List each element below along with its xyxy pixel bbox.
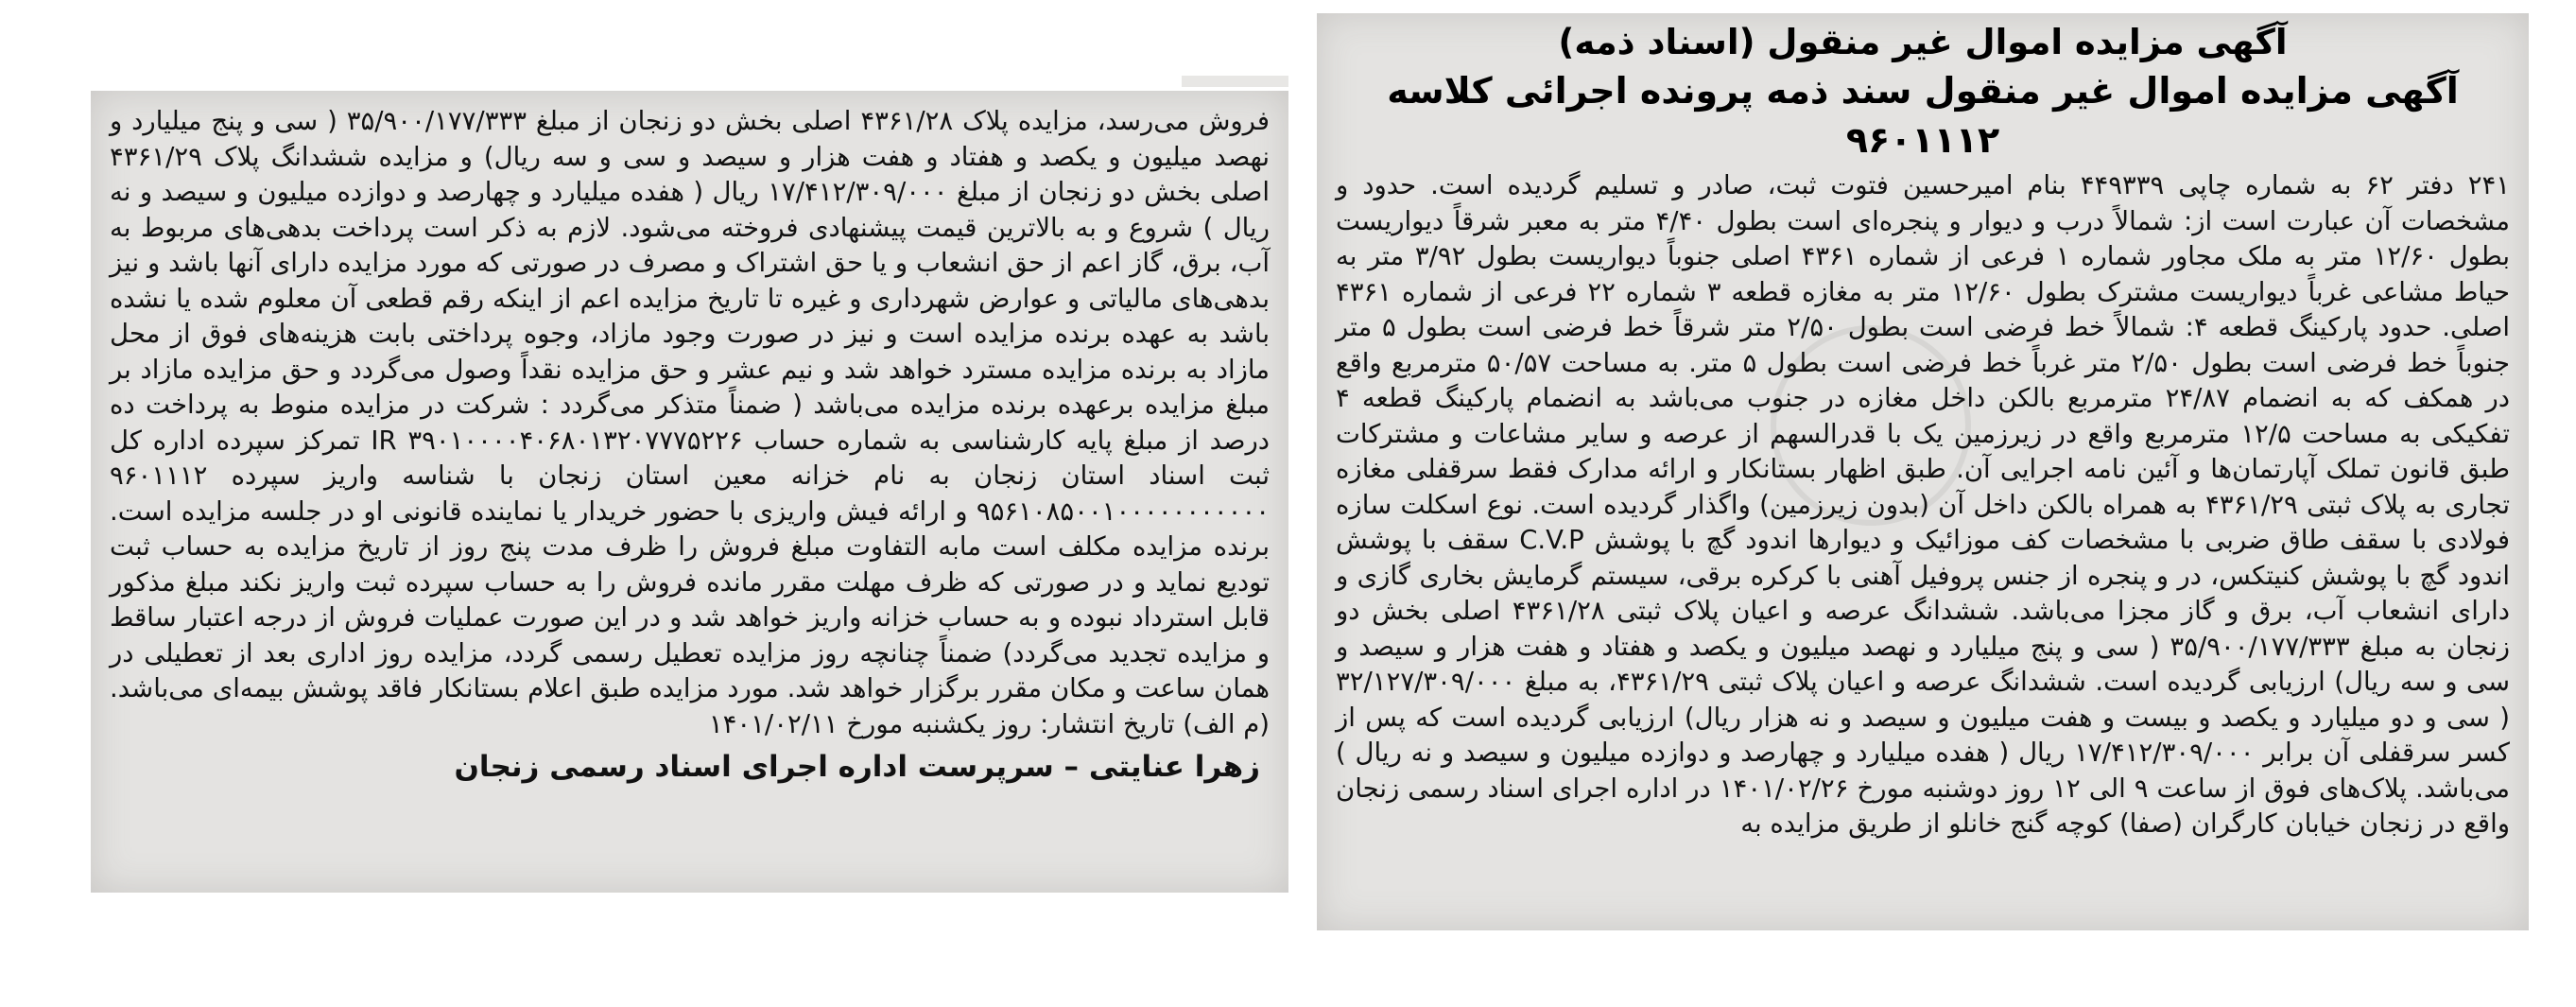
left-newspaper-clipping	[91, 91, 1288, 893]
left-clipping-body: فروش می‌رسد، مزایده پلاک ۴۳۶۱/۲۸ اصلی بخش دو زنجان از مبلغ ۳۵/۹۰۰/۱۷۷/۳۳۳ ( سی و پنج میلیارد و نهصد میلیون و یکصد و هفتاد و هفت هزار و سیصد و سی و سه ریال) و مزایده ششدانگ پلاک ۴۳۶۱/۲۹ اصلی بخش دو زنجان از مبلغ ۱۷/۴۱۲/۳۰۹/۰۰۰ ریال ( هفده میلیارد و چهارصد و دوازده میلیون و سیصد و نه ریال ) شروع و به بالاترین قیمت پیشنهادی فروخته می‌شود. لازم به ذکر است پرداخت بدهی‌های مربوط به آب، برق، گاز اعم از حق انشعاب و یا حق اشتراک و مصرف در صورتی که مورد مزایده دارای آنها باشد و نیز بدهی‌های مالیاتی و عوارض شهرداری و غیره تا تاریخ مزایده اعم از اینکه رقم قطعی آن معلوم شده یا نشده باشد به عهده برنده مزایده است و نیز در صورت وجود مازاد، وجوه پرداختی بابت هزینه‌های فوق از محل مازاد به برنده مزایده مسترد خواهد شد و نیم عشر و حق مزایده نقداً وصول می‌گردد و حق مزایده مازاد بر مبلغ مزایده برعهده برنده مزایده می‌باشد ( ضمناً متذکر می‌گردد : شرکت در مزایده منوط به پرداخت ده درصد از مبلغ پایه کارشناسی به شماره حساب IR ۳۹۰۱۰۰۰۰۴۰۶۸۰۱۳۲۰۷۷۷۵۲۲۶ تمرکز سپرده اداره کل ثبت اسناد استان زنجان به نام خزانه معین استان زنجان با شناسه واریز سپرده ۹۶۰۱۱۱۲ ۹۵۶۱۰۸۵۰۰۱۰۰۰۰۰۰۰۰۰۰۰ و ارائه فیش واریزی با حضور خریدار یا نماینده قانونی او در جلسه مزایده است. برنده مزایده مکلف است مابه التفاوت مبلغ فروش را ظرف مدت پنج روز از تاریخ مزایده به حساب ثبت تودیع نماید و در صورتی که ظرف مهلت مقرر مانده فروش را به حساب سپرده ثبت واریز نکند مبلغ مذکور قابل استرداد نبوده و به حساب خزانه واریز خواهد شد و در این صورت عملیات فروش از درجه اعتبار ساقط و مزایده تجدید می‌گردد) ضمناً چنانچه روز مزایده تعطیل رسمی گردد، مزایده روز اداری بعد از تعطیلی در همان ساعت و مکان مقرر برگزار خواهد شد. مورد مزایده طبق اعلام بستانکار فاقد پوشش بیمه‌ای می‌باشد.(م الف) تاریخ انتشار: روز یکشنبه مورخ ۱۴۰۱/۰۲/۱۱	[110, 106, 1270, 739]
paper-edge	[1182, 76, 1288, 87]
right-clipping-content	[1336, 19, 2510, 842]
right-clipping-body: ۲۴۱ دفتر ۶۲ به شماره چاپی ۴۴۹۳۳۹ بنام امیرحسین فتوت ثبت، صادر و تسلیم گردیده است. حدود و مشخصات آن عبارت است از: شمالاً درب و دیوار و پنجره‌ای است بطول ۴/۴۰ متر به معبر شرقاً دیواریست بطول ۱۲/۶۰ متر به ملک مجاور شماره ۱ فرعی از شماره ۴۳۶۱ اصلی جنوباً دیواریست بطول ۳/۹۲ متر به حیاط مشاعی غرباً دیواریست مشترک بطول ۱۲/۶۰ متر به مغازه قطعه ۳ شماره ۲۲ فرعی از شماره ۴۳۶۱ اصلی. حدود پارکینگ قطعه ۴: شمالاً خط فرضی است بطول ۲/۵۰ متر شرقاً خط فرضی است بطول ۵ متر جنوباً خط فرضی است بطول ۲/۵۰ متر غرباً خط فرضی است بطول ۵ متر. به مساحت ۵۰/۵۷ مترمربع واقع در همکف که به انضمام ۲۴/۸۷ مترمربع بالکن داخل مغازه در جنوب می‌باشد به انضمام پارکینگ قطعه ۴ تفکیکی به مساحت ۱۲/۵ مترمربع واقع در زیرزمین یک با قدرالسهم از عرصه و سایر مشاعات و مشترکات طبق قانون تملک آپارتمان‌ها و آئین نامه اجرایی آن. طبق اظهار بستانکار و ارائه مدارک فقط سرقفلی مغازه تجاری به پلاک ثبتی ۴۳۶۱/۲۹ به همراه بالکن داخل آن (بدون زیرزمین) واگذار گردیده است. نوع اسکلت سازه فولادی با سقف طاق ضربی با مشخصات کف موزائیک و دیوارها اندود گچ با پوشش C.V.P سقف با پوشش اندود گچ با پوشش کنیتکس، در و پنجره از جنس پروفیل آهنی با کرکره برقی، سیستم گرمایش بخاری گازی و دارای انشعاب آب، برق و گاز مجزا می‌باشد. ششدانگ عرصه و اعیان پلاک ثبتی ۴۳۶۱/۲۸ اصلی بخش دو زنجان به مبلغ ۳۵/۹۰۰/۱۷۷/۳۳۳ ( سی و پنج میلیارد و نهصد میلیون و یکصد و هفتاد و هفت هزار و سیصد و سی و سه ریال) ارزیابی گردیده است. ششدانگ عرصه و اعیان پلاک ثبتی ۴۳۶۱/۲۹، به مبلغ ۳۲/۱۲۷/۳۰۹/۰۰۰ ( سی و دو میلیارد و یکصد و بیست و هفت میلیون و سیصد و نه هزار ریال) ارزیابی گردیده است که پس از کسر سرقفلی آن برابر ۱۷/۴۱۲/۳۰۹/۰۰۰ ریال ( هفده میلیارد و چهارصد و دوازده میلیون و سیصد و نه ریال ) می‌باشد. پلاک‌های فوق از ساعت ۹ الی ۱۲ روز دوشنبه مورخ ۱۴۰۱/۰۲/۲۶ در اداره اجرای اسناد رسمی زنجان واقع در زنجان خیابان کارگران (صفا) کوچه گنج خانلو از طریق مزایده به	[1336, 170, 2511, 839]
signature: زهرا عنایتی – سرپرست اداره اجرای اسناد رسمی زنجان	[454, 750, 1260, 784]
subheadline: آگهی مزایده اموال غیر منقول سند ذمه پرونده اجرائی کلاسه ۹۶۰۱۱۱۲	[1387, 70, 2459, 161]
left-clipping-content	[110, 104, 1270, 788]
headline: آگهی مزایده اموال غیر منقول (اسناد ذمه)	[1558, 22, 2288, 62]
right-newspaper-clipping	[1317, 13, 2529, 930]
